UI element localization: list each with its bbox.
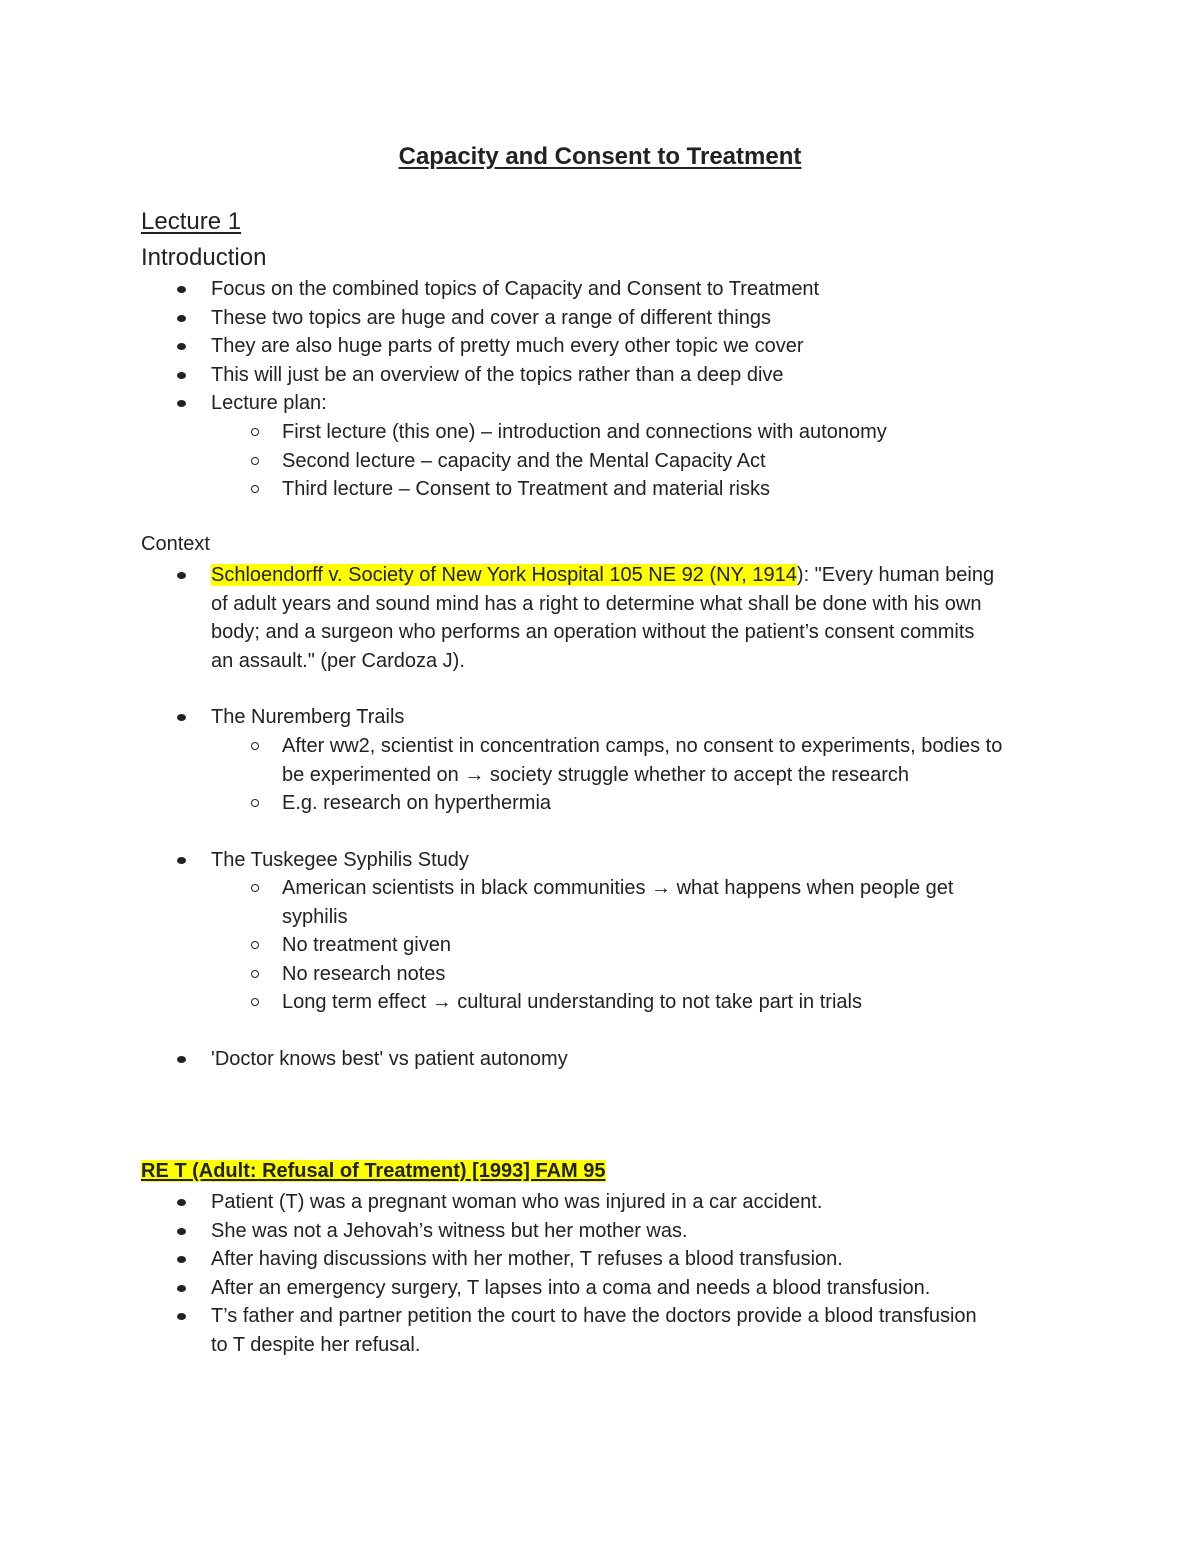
doctor-knows-best-list [211, 1045, 1091, 1074]
list-item: This will just be an overview of the topics rather than a deep dive [211, 361, 1091, 390]
list-item: E.g. research on hyperthermia [282, 789, 1091, 818]
list-item: Patient (T) was a pregnant woman who was injured in a car accident. [211, 1188, 1091, 1217]
list-item: T’s father and partner petition the court to have the doctors provide a blood transfusion [211, 1302, 1091, 1331]
tuskegee-list [211, 846, 1091, 875]
list-item: American scientists in black communities → what happens when people get [282, 874, 1091, 903]
list-item: After ww2, scientist in concentration camps, no consent to experiments, bodies to [282, 732, 1091, 761]
list-item: The Nuremberg Trails [211, 703, 1091, 732]
list-item: She was not a Jehovah’s witness but her mother was. [211, 1217, 1091, 1246]
nuremberg-list [211, 703, 1091, 732]
list-item: They are also huge parts of pretty much every other topic we cover [211, 332, 1091, 361]
list-item-continuation: syphilis [282, 905, 348, 928]
list-item-continuation: to T despite her refusal. [211, 1333, 421, 1356]
list-item: 'Doctor knows best' vs patient autonomy [211, 1045, 1091, 1074]
list-item-continuation: be experimented on → society struggle whether to accept the research [282, 763, 910, 786]
intro-list [211, 275, 1091, 418]
list-item: First lecture (this one) – introduction and connections with autonomy [282, 418, 1091, 447]
document-title: Capacity and Consent to Treatment [398, 143, 802, 170]
case-heading: RE T (Adult: Refusal of Treatment) [1993] FAM 95 [141, 1160, 606, 1182]
list-item: Focus on the combined topics of Capacity and Consent to Treatment [211, 275, 1091, 304]
list-item: Schloendorff v. Society of New York Hospital 105 NE 92 (NY, 1914): "Every human being [211, 561, 1091, 590]
list-item: After having discussions with her mother, T refuses a blood transfusion. [211, 1245, 1091, 1274]
list-item: Second lecture – capacity and the Mental Capacity Act [282, 447, 1091, 476]
list-item: No research notes [282, 960, 1091, 989]
list-item-continuation: of adult years and sound mind has a right to determine what shall be done with his own [211, 592, 982, 615]
nuremberg-sublist [211, 732, 1091, 818]
context-heading: Context [141, 533, 210, 555]
introduction-heading: Introduction [141, 244, 267, 271]
lecture-heading: Lecture 1 [141, 208, 242, 235]
list-item-continuation: an assault." (per Cardoza J). [211, 649, 465, 672]
list-item: Lecture plan: [211, 389, 1091, 418]
case-citation-highlight: Schloendorff v. Society of New York Hospital 105 NE 92 (NY, 1914 [211, 564, 797, 586]
lecture-plan-list [211, 418, 1091, 504]
list-item: Long term effect → cultural understanding to not take part in trials [282, 988, 1091, 1017]
list-item: Third lecture – Consent to Treatment and material risks [282, 475, 1091, 504]
tuskegee-sublist [211, 874, 1091, 1017]
list-item: These two topics are huge and cover a range of different things [211, 304, 1091, 333]
list-item-continuation: body; and a surgeon who performs an operation without the patient’s consent commits [211, 621, 975, 643]
list-item: After an emergency surgery, T lapses into a coma and needs a blood transfusion. [211, 1274, 1091, 1303]
context-list [211, 561, 1091, 675]
list-item: No treatment given [282, 931, 1091, 960]
list-item: The Tuskegee Syphilis Study [211, 846, 1091, 875]
case-facts-list [211, 1188, 1091, 1359]
